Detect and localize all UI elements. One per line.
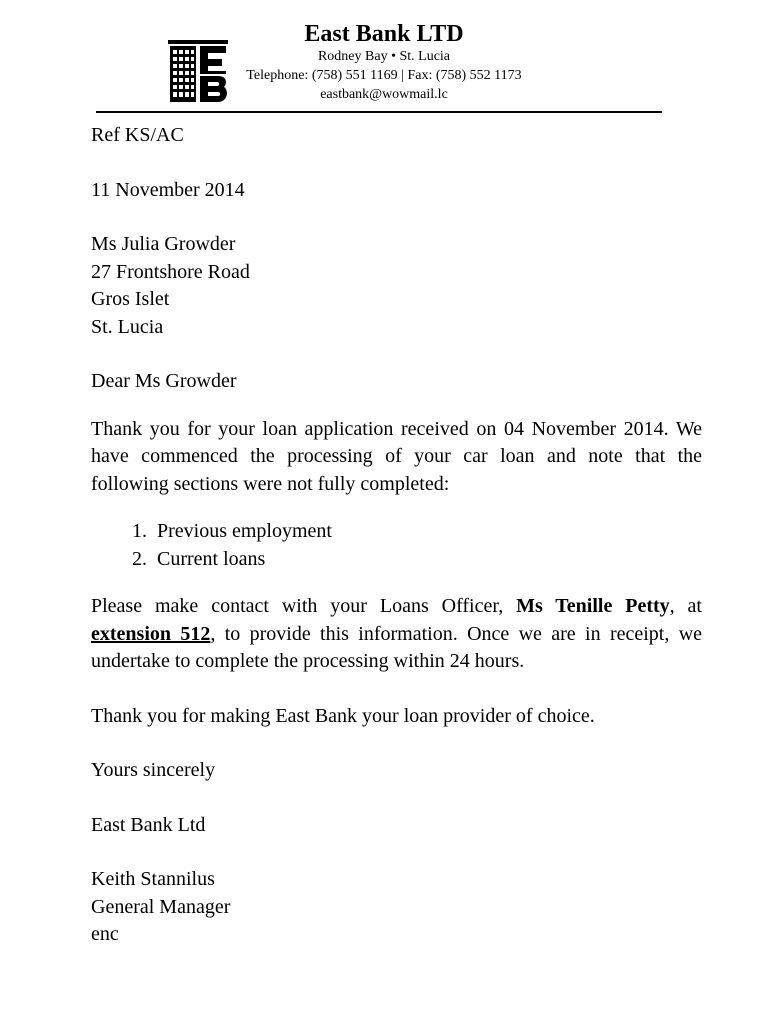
paragraph-application: Thank you for your loan application received on 04 November 2014. We have commenced the processing of your car loan and note that the following sections were not fully completed:	[91, 417, 702, 495]
signatory-title: General Manager	[91, 895, 231, 918]
signatory-name: Keith Stannilus	[91, 868, 215, 890]
list-item-text: Previous employment	[157, 520, 332, 542]
sender-company: East Bank Ltd	[91, 813, 206, 836]
list-item-text: Current loans	[157, 547, 266, 570]
company-email: eastbank@wowmail.lc	[320, 87, 448, 102]
company-phone-fax: Telephone: (758) 551 1169 | Fax: (758) 552 1173	[246, 68, 522, 83]
incomplete-sections-list	[91, 518, 702, 573]
list-item-number: 1.	[132, 520, 147, 542]
contact-text-part3: , to provide this information. Once we are in receipt, we undertake to complete the processing within 24 hours.	[91, 622, 703, 672]
salutation: Dear Ms Growder	[91, 370, 237, 392]
contact-text-part2: , at	[669, 595, 702, 617]
reference-line: Ref KS/AC	[91, 124, 184, 146]
contact-text-part1: Please make contact with your Loans Officer,	[91, 595, 517, 617]
paragraph-thanks: Thank you for making East Bank your loan provider of choice.	[91, 704, 595, 727]
closing: Yours sincerely	[91, 759, 216, 781]
loans-officer-name: Ms Tenille Petty	[516, 595, 670, 617]
letterhead	[0, 0, 768, 120]
recipient-country: St. Lucia	[91, 315, 164, 338]
list-item	[91, 518, 702, 546]
list-item	[91, 546, 702, 574]
letter-body	[91, 122, 702, 949]
signature-block	[91, 866, 702, 949]
recipient-address	[91, 231, 702, 341]
officer-extension: extension 512	[91, 622, 211, 645]
paragraph-contact	[91, 593, 702, 676]
recipient-name: Ms Julia Growder	[91, 233, 236, 255]
letterhead-divider	[96, 111, 662, 113]
enclosure-note: enc	[91, 923, 119, 945]
company-address: Rodney Bay • St. Lucia	[317, 49, 451, 64]
letter-date: 11 November 2014	[91, 178, 245, 201]
company-name: East Bank LTD	[304, 21, 464, 47]
list-item-number: 2.	[132, 547, 147, 570]
recipient-town: Gros Islet	[91, 288, 170, 310]
recipient-street: 27 Frontshore Road	[91, 260, 250, 283]
